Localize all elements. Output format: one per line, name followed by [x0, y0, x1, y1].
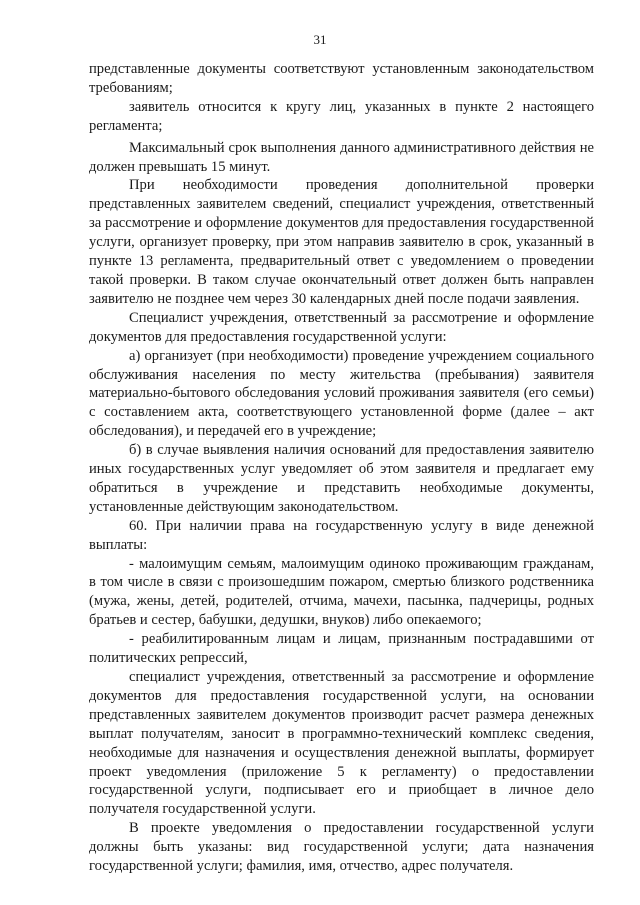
list-item: - малоимущим семьям, малоимущим одиноко проживающим гражданам, в том числе в связи с произошедшим пожаром, смертью близкого родственника (мужа, жены, детей, родителей, отчима, мачехи, пасынка, падчерицы, родных братьев и сестер, бабушки, дедушки, внуков) либо опекаемого;	[89, 555, 594, 629]
list-item: - реабилитированным лицам и лицам, признанным пострадавшими от политических репрессий,	[89, 631, 594, 667]
paragraph: 60. При наличии права на государственную услугу в виде денежной выплаты:	[89, 517, 594, 553]
paragraph: заявитель относится к кругу лиц, указанных в пункте 2 настоящего регламента;	[89, 98, 594, 134]
paragraph: Специалист учреждения, ответственный за рассмотрение и оформление документов для предоставления государственной услуги:	[89, 309, 594, 345]
paragraph: б) в случае выявления наличия оснований для предоставления заявителю иных государственных услуг уведомляет об этом заявителя и предлагает ему обратиться в учреждение и представить необходимые документы, установленные действующим законодательством.	[89, 442, 594, 515]
paragraph: Максимальный срок выполнения данного административного действия не должен превышать 15 минут.	[89, 139, 594, 175]
document-body	[89, 60, 594, 876]
page-number: 31	[313, 32, 327, 47]
paragraph: а) организует (при необходимости) проведение учреждением социального обслуживания населения по месту жительства (пребывания) заявителя материально-бытового обследования условий проживания заявителя (его семьи) с составлением акта, соответствующего установленной форме (далее – акт обследования), и передачей его в учреждение;	[89, 347, 594, 440]
paragraph: При необходимости проведения дополнительной проверки представленных заявителем сведений, специалист учреждения, ответственный за рассмотрение и оформление документов для предоставления государственной услуги, организует проверку, при этом направив заявителю в срок, указанный в пункте 13 регламента, предварительный ответ с уведомлением о проведении такой проверки. В таком случае окончательный ответ должен быть направлен заявителю не позднее чем через 30 календарных дней после подачи заявления.	[89, 177, 594, 307]
paragraph: представленные документы соответствуют установленным законодательством требованиям;	[89, 61, 594, 96]
paragraph: В проекте уведомления о предоставлении государственной услуги должны быть указаны: вид государственной услуги; дата назначения государственной услуги; фамилия, имя, отчество, адрес получателя.	[89, 820, 594, 875]
paragraph: специалист учреждения, ответственный за рассмотрение и оформление документов для предоставления государственной услуги, на основании представленных заявителем документов производит расчет размера денежных выплат получателям, заносит в программно-технический комплекс сведения, необходимые для назначения и осуществления денежной выплаты, формирует проект уведомления (приложение 5 к регламенту) о предоставлении государственной услуги, подписывает его и приобщает в личное дело получателя государственной услуги.	[89, 669, 594, 818]
